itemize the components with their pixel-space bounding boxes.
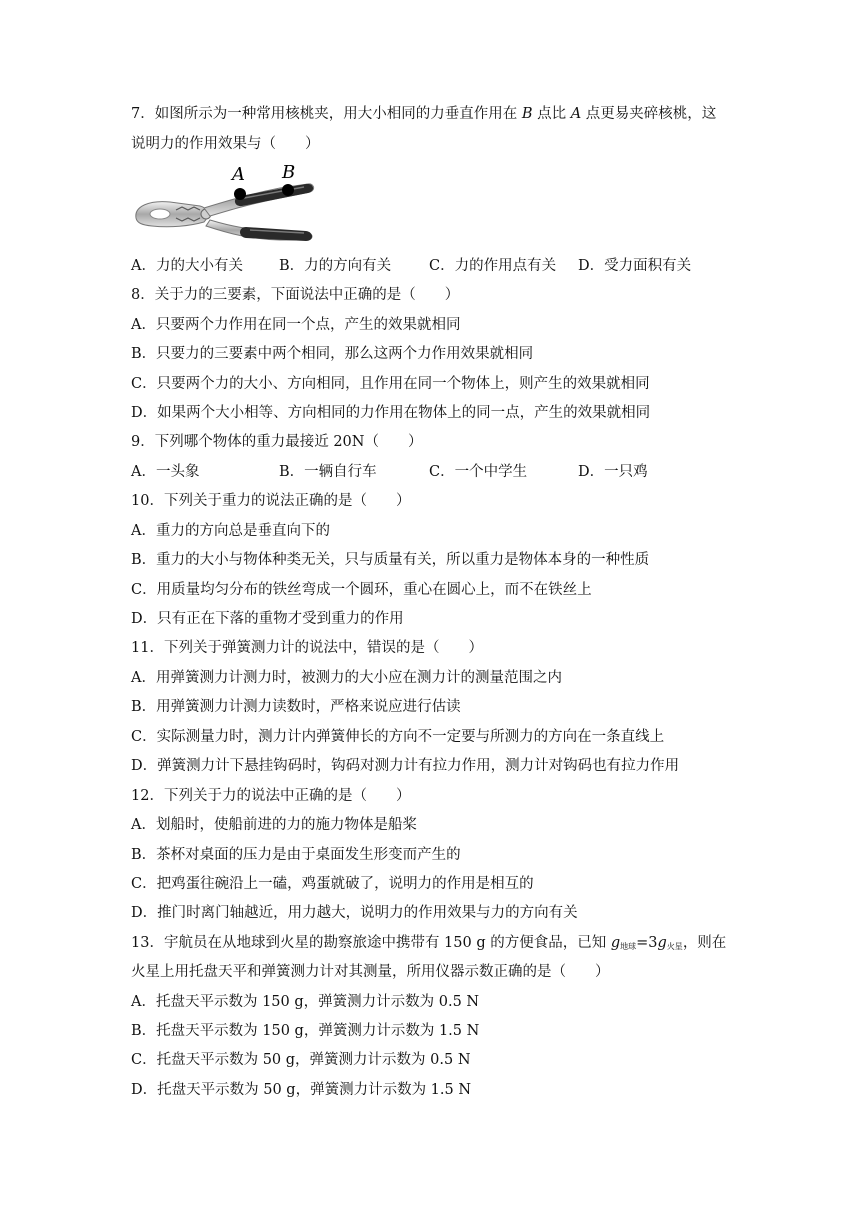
q11-option-a: A．用弹簧测力计测力时，被测力的大小应在测力计的测量范围之内 — [131, 670, 562, 686]
q7-option-d: D．受力面积有关 — [578, 258, 692, 274]
q13-stem-line1: 13．宇航员在从地球到火星的勘察旅途中携带有 150 g 的方便食品，已知 $g_{地球}=3g_{火星}$，则在 — [131, 935, 727, 951]
q10-stem: 10．下列关于重力的说法正确的是（ ） — [131, 493, 411, 509]
q9-option-a: A．一头象 — [131, 464, 200, 480]
q11-stem: 11．下列关于弹簧测力计的说法中，错误的是（ ） — [131, 640, 483, 656]
q13-stem-line2: 火星上用托盘天平和弹簧测力计对其测量，所用仪器示数正确的是（ ） — [131, 964, 610, 980]
q7-option-b: B．力的方向有关 — [279, 258, 392, 274]
q11-option-b: B．用弹簧测力计测力读数时，严格来说应进行估读 — [131, 699, 461, 715]
q7-option-c: C．力的作用点有关 — [429, 258, 557, 274]
q13-option-a: A．托盘天平示数为 150 g，弹簧测力计示数为 0.5 N — [131, 994, 480, 1010]
q10-option-b: B．重力的大小与物体种类无关，只与质量有关，所以重力是物体本身的一种性质 — [131, 552, 650, 568]
q11-option-c: C．实际测量力时，测力计内弹簧伸长的方向不一定要与所测力的方向在一条直线上 — [131, 729, 665, 745]
q12-option-c: C．把鸡蛋往碗沿上一磕，鸡蛋就破了，说明力的作用是相互的 — [131, 876, 534, 892]
point-b-ref: B — [521, 106, 533, 122]
q9-option-c: C．一个中学生 — [429, 464, 528, 480]
point-a-dot — [234, 188, 246, 200]
q13-option-d: D．托盘天平示数为 50 g，弹簧测力计示数为 1.5 N — [131, 1082, 472, 1098]
q12-option-b: B．茶杯对桌面的压力是由于桌面发生形变而产生的 — [131, 847, 461, 863]
point-a-ref: A — [570, 106, 582, 122]
q7-option-a: A．力的大小有关 — [131, 258, 243, 274]
q7-stem-line1: 7．如图所示为一种常用核桃夹，用大小相同的力垂直作用在 B 点比 A 点更易夹碎核桃，这 — [131, 106, 717, 122]
q7-stem-line2: 说明力的作用效果与（ ） — [131, 136, 320, 152]
nutcracker-figure — [130, 160, 320, 245]
nutcracker-illustration — [130, 160, 320, 245]
q11-option-d: D．弹簧测力计下悬挂钩码时，钩码对测力计有拉力作用，测力计对钩码也有拉力作用 — [131, 758, 680, 774]
q10-option-d: D．只有正在下落的重物才受到重力的作用 — [131, 611, 404, 627]
q9-stem: 9．下列哪个物体的重力最接近 20N（ ） — [131, 434, 423, 450]
q8-stem: 8．关于力的三要素，下面说法中正确的是（ ） — [131, 287, 460, 303]
figure-label-a: A — [232, 164, 245, 185]
q12-option-a: A．划船时，使船前进的力的施力物体是船桨 — [131, 817, 417, 833]
q13-option-c: C．托盘天平示数为 50 g，弹簧测力计示数为 0.5 N — [131, 1052, 471, 1068]
q10-option-a: A．重力的方向总是垂直向下的 — [131, 523, 330, 539]
q8-option-b: B．只要力的三要素中两个相同，那么这两个力作用效果就相同 — [131, 346, 534, 362]
q12-stem: 12．下列关于力的说法中正确的是（ ） — [131, 788, 411, 804]
point-b-dot — [282, 184, 294, 196]
q13-option-b: B．托盘天平示数为 150 g，弹簧测力计示数为 1.5 N — [131, 1023, 480, 1039]
q9-option-b: B．一辆自行车 — [279, 464, 377, 480]
q10-option-c: C．用质量均匀分布的铁丝弯成一个圆环，重心在圆心上，而不在铁丝上 — [131, 582, 592, 598]
q9-option-d: D．一只鸡 — [578, 464, 648, 480]
q8-option-a: A．只要两个力作用在同一个点，产生的效果就相同 — [131, 317, 461, 333]
q8-option-d: D．如果两个大小相等、方向相同的力作用在物体上的同一点，产生的效果就相同 — [131, 405, 651, 421]
q12-option-d: D．推门时离门轴越近，用力越大，说明力的作用效果与力的方向有关 — [131, 905, 578, 921]
q8-option-c: C．只要两个力的大小、方向相同，且作用在同一个物体上，则产生的效果就相同 — [131, 376, 650, 392]
figure-label-b: B — [282, 162, 296, 183]
